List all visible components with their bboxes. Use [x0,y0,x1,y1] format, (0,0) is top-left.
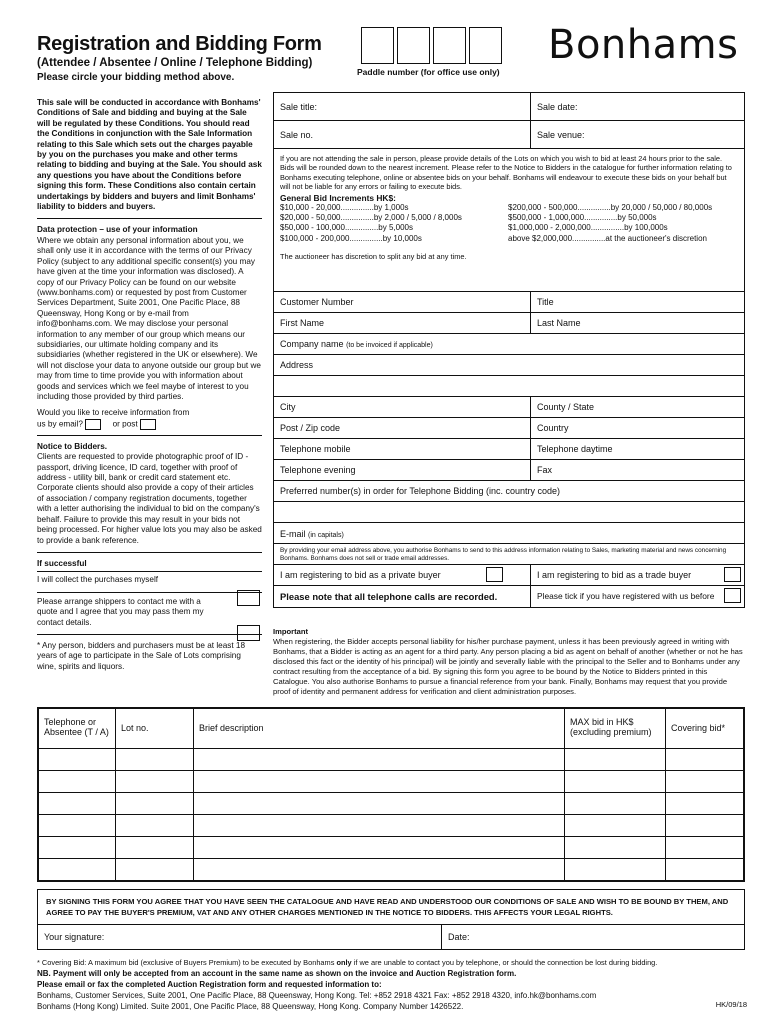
conditions-intro: This sale will be conducted in accordance with Bonhams' Conditions of Sale and bidding and buying at the Sale will be regulated by these Conditions. You should read the Conditions in conjunction with the Sale Information relating to this Sale which sets out the charges payable by you on the purchases you make and other terms relating to bidding and buying at the Sale. You should ask any questions you have about the Conditions before signing this form. These Conditions also contain certain undertakings by bidders and buyers and limit Bonhams' liability to bidders and buyers. [37,98,262,212]
sale-title-field[interactable]: Sale title: [280,102,318,112]
col-max-bid: MAX bid in HK$ (excluding premium) [565,709,666,749]
col-description: Brief description [194,709,565,749]
address-field[interactable]: Address [280,360,314,370]
table-row [39,771,744,793]
receive-info-question: Would you like to receive information from us by email? or post [37,408,190,429]
divider [37,552,262,553]
col-tel-absentee: Telephone or Absentee (T / A) [39,709,116,749]
bidding-methods: (Attendee / Absentee / Online / Telephone Bidding) [37,57,313,69]
first-name-field[interactable]: First Name [280,318,325,328]
increment-line: $100,000 - 200,000...............by 10,000s [280,233,422,243]
payment-note: NB. Payment will only be accepted from an account in the same name as shown on the invoice and Auction Registration form. [37,969,517,978]
age-notice: * Any person, bidders and purchasers must be at least 18 years of age to participate in the Sale of Lots comprising wine, spirits and liquors. [37,640,245,671]
notice-text: Clients are requested to provide photographic proof of ID - passport, driving licence, ID card, together with proof of address - utility bill, bank or credit card statement etc. Corporate clients should also provide a copy of their articles of association / company registration documents, together with a letter authorising the individual to bid on the company's behalf. Failure to provide this may result in your bids not being processed. For higher value lots you may also be asked to provide a bank reference. [37,452,262,545]
divider [37,218,262,219]
post-checkbox[interactable] [140,419,156,430]
registered-before-option[interactable]: Please tick if you have registered with us before [530,586,744,607]
calls-recorded-note: Please note that all telephone calls are recorded. [280,591,498,602]
lots-header-row [39,709,744,749]
increments-heading: General Bid Increments HK$: [280,192,396,203]
data-protection-heading: Data protection – use of your information [37,225,198,235]
if-successful-heading: If successful [37,558,87,568]
col-lot-no: Lot no. [116,709,194,749]
bonhams-logo: Bonhams [548,22,739,68]
paddle-number-boxes [361,27,502,64]
trade-buyer-option[interactable]: I am registering to bid as a trade buyer [530,565,744,585]
county-field[interactable]: County / State [530,397,744,417]
signature-field[interactable]: Your signature: [38,925,442,949]
date-field[interactable]: Date: [448,932,470,942]
company-address: Bonhams (Hong Kong) Limited. Suite 2001, One Pacific Place, 88 Queensway, Hong Kong. Company Number 1426522. [37,1002,464,1011]
important-section [273,627,745,697]
private-buyer-option[interactable]: I am registering to bid as a private buyer [274,565,530,585]
preferred-numbers-field[interactable]: Preferred number(s) in order for Telephone Bidding (inc. country code) [280,486,560,496]
table-row [39,837,744,859]
notice-heading: Notice to Bidders. [37,441,108,451]
title-field[interactable]: Title [530,292,744,312]
table-row [39,859,744,881]
email-field[interactable]: E-mail (in capitals) [280,529,344,539]
paddle-box[interactable] [469,27,502,64]
table-row [39,815,744,837]
auctioneer-note: The auctioneer has discretion to split any bid at any time. [280,251,467,261]
increment-line: $1,000,000 - 2,000,000...............by 100,000s [508,223,668,233]
increments-right [508,203,738,244]
shippers-checkbox[interactable] [237,625,260,641]
absentee-text: If you are not attending the sale in person, please provide details of the Lots on which you wish to bid at least 24 hours prior to the sale. Bids will be rounded down to the nearest increment. Please refer to the Notice to Bidders in the catalogue for further information relating to Bonhams executing telephone, online or absentee bids on your behalf. Bonhams will endeavour to execute these bids on your behalf but will not be liable for any errors or failing to execute bids. [280,154,732,192]
left-column [37,98,262,678]
increment-line: $500,000 - 1,000,000...............by 50,000s [508,213,657,223]
divider [37,571,262,572]
important-heading: Important [273,627,309,636]
important-text: When registering, the Bidder accepts personal liability for his/her purchase payment, unless it has been previously agreed in writing with Bonhams, that a Bidder is acting as an agent for a third party. Any person placing a bid as agent on behalf of another (whether or not he has disclosed this fact or the identity of his principal) will be jointly and severally liable with the principal to the Seller and to Bonhams under any contract resulting from the acceptance of a bid. By signing this form you agree to be bound by the Notice to Bidders printed in this Catalogue. You also authorise Bonhams to pursue a financial reference from your bank. Finally, Bonhams may request that you provide proof of identity and permanent address for verification and client administration purposes. [273,637,743,696]
paddle-box[interactable] [397,27,430,64]
preferred-numbers-line-2[interactable] [274,502,744,522]
city-field[interactable]: City [280,402,296,412]
covering-bid-note: * Covering Bid: A maximum bid (exclusive of Buyers Premium) to be executed by Bonhams only if we are unable to contact you by telephone, or should the connection be lost during bidding. [37,958,658,967]
table-row [39,749,744,771]
divider [37,634,262,635]
customer-number-field[interactable]: Customer Number [280,297,354,307]
private-buyer-checkbox[interactable] [486,567,503,582]
postcode-field[interactable]: Post / Zip code [280,423,341,433]
absentee-info [274,149,744,291]
tel-mobile-field[interactable]: Telephone mobile [280,444,351,454]
paddle-label: Paddle number (for office use only) [357,67,500,77]
sale-no-field[interactable]: Sale no. [280,130,314,140]
shippers-label: Please arrange shippers to contact me with a quote and I agree that you may pass them my contact details. [37,596,204,627]
form-title: Registration and Bidding Form [37,33,322,55]
divider [37,592,262,593]
collect-label: I will collect the purchases myself [37,575,159,585]
tel-daytime-field[interactable]: Telephone daytime [530,439,744,459]
increment-line: $20,000 - 50,000...............by 2,000 / 5,000 / 8,000s [280,213,462,223]
sale-date-field[interactable]: Sale date: [530,93,744,120]
company-field[interactable]: Company name (to be invoiced if applicable) [280,339,433,349]
trade-buyer-checkbox[interactable] [724,567,741,582]
address-line-2[interactable] [274,376,744,396]
email-consent: By providing your email address above, you authorise Bonhams to send to this address information relating to Sales, marketing material and news concerning Bonhams. Bonhams does not sell or trade email addresses. [280,547,727,562]
data-protection-text: Where we obtain any personal information about you, we shall only use it in accordance with the terms of our Privacy Policy (subject to any additional specific consent(s) you may have given at the time your information was disclosed). A copy of our Privacy Policy can be found on our website (www.bonhams.com) or requested by post from Customer Services Department, Suite 2001, One Pacific Place, 88 Queensway, Hong Kong or by e-mail from info@bonhams.com. We may disclose your personal information to any member of our group which means our subsidiaries, our ultimate holding company and its subsidiaries (whether registered in the UK or elsewhere). We will not disclose your data to anyone outside our group but we may from time to time provide you with information about goods and services which we feel maybe of interest to you including those provided by third parties. [37,235,261,401]
return-instruction: Please email or fax the completed Auction Registration form and requested information to: [37,980,382,989]
col-covering-bid: Covering bid* [666,709,744,749]
increment-line: $50,000 - 100,000...............by 5,000s [280,223,413,233]
increment-line: $10,000 - 20,000...............by 1,000s [280,203,409,213]
email-checkbox[interactable] [85,419,101,430]
legal-warning: BY SIGNING THIS FORM YOU AGREE THAT YOU HAVE SEEN THE CATALOGUE AND HAVE READ AND UNDERSTOOD OUR CONDITIONS OF SALE AND WISH TO BE BOUND BY THEM, AND AGREE TO PAY THE BUYER'S PREMIUM, VAT AND ANY OTHER CHARGES MENTIONED IN THE NOTICE TO BIDDERS. THIS AFFECTS YOUR LEGAL RIGHTS. [38,890,744,925]
increments-left [280,203,508,244]
fax-field[interactable]: Fax [530,460,744,480]
country-field[interactable]: Country [530,418,744,438]
table-row [39,793,744,815]
increment-line: $200,000 - 500,000...............by 20,000 / 50,000 / 80,000s [508,203,713,213]
registered-before-checkbox[interactable] [724,588,741,603]
paddle-box[interactable] [433,27,466,64]
contact-address: Bonhams, Customer Services, Suite 2001, One Pacific Place, 88 Queensway, Hong Kong. Tel: +852 2918 4321 Fax: +852 2918 4320, info.hk@bonhams.com [37,991,597,1000]
lots-table [37,707,745,882]
circle-instruction: Please circle your bidding method above. [37,72,235,83]
divider [37,435,262,436]
increment-line: above $2,000,000...............at the auctioneer's discretion [508,233,707,243]
footer [37,957,752,1012]
collect-checkbox[interactable] [237,590,260,606]
sale-venue-field[interactable]: Sale venue: [530,121,744,148]
form-code: HK/09/18 [715,1000,747,1009]
tel-evening-field[interactable]: Telephone evening [280,465,356,475]
last-name-field[interactable]: Last Name [530,313,744,333]
registration-form [273,92,745,608]
paddle-box[interactable] [361,27,394,64]
signature-box [37,889,745,950]
